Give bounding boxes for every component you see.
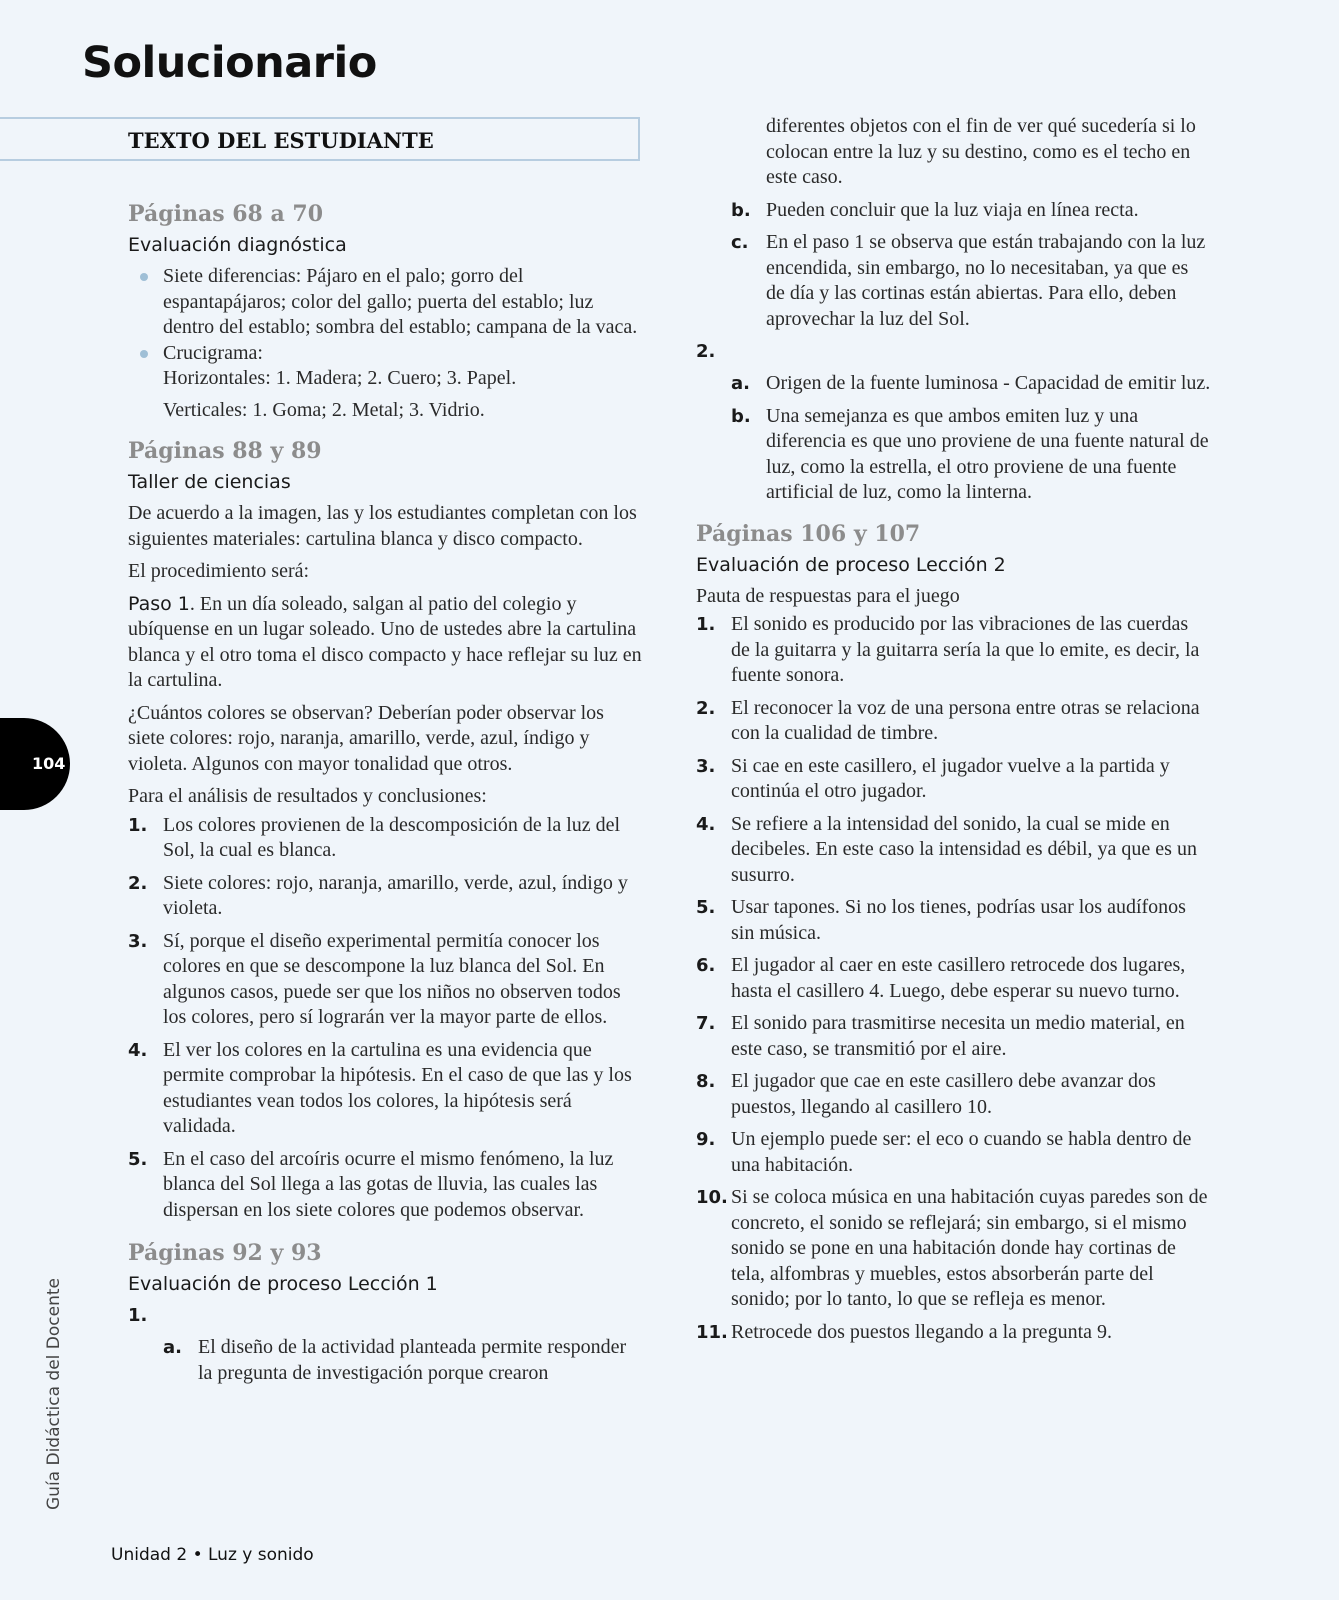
- paragraph: El procedimiento será:: [128, 560, 310, 582]
- list-item: [128, 1303, 643, 1328]
- list-letter: a.: [731, 373, 750, 394]
- list-letter: b.: [731, 199, 751, 221]
- list-text: Si se coloca música en una habitación cuyas paredes son de concreto, el sonido se reflejará; sin embargo, si el mismo sonido se pone en una habitación donde hay cortinas de tela, alfombras y muebles, estos absorberán parte del sonido; por lo tanto, lo que se refleja es menor.: [731, 1186, 1208, 1310]
- list-item: [696, 1185, 1211, 1313]
- list-letter: b.: [731, 405, 751, 427]
- list-item: [696, 1011, 1211, 1062]
- page-number: 104: [32, 754, 66, 773]
- list-subitem: [696, 230, 1211, 332]
- list-text: Un ejemplo puede ser: el eco o cuando se habla dentro de una habitación.: [731, 1128, 1192, 1176]
- list-text: Se refiere a la intensidad del sonido, la cual se mide en decibeles. En este caso la intensidad es débil, ya que es un susurro.: [731, 812, 1197, 886]
- list-text: Los colores provienen de la descomposición de la luz del Sol, la cual es blanca.: [163, 813, 621, 861]
- section-subheading: Evaluación diagnóstica: [128, 234, 347, 256]
- list-text: En el paso 1 se observa que están trabajando con la luz encendida, sin embargo, no lo necesitaban, ya que es de día y las cortinas están abiertas. Para ello, deben aprovechar la luz del Sol.: [766, 231, 1206, 330]
- list-text: Retrocede dos puestos llegando a la pregunta 9.: [731, 1320, 1112, 1343]
- list-item: [128, 1038, 643, 1140]
- list-subitem-continued: [696, 114, 1211, 191]
- list-text: El jugador al caer en este casillero retrocede dos lugares, hasta el casillero 4. Luego, debe esperar su nuevo turno.: [731, 954, 1186, 1002]
- bullet-item: Siete diferencias: Pájaro en el palo; gorro del espantapájaros; color del gallo; puerta del establo; luz dentro del establo; sombra del establo; campana de la vaca.: [128, 264, 643, 341]
- list-number: 8.: [696, 1071, 716, 1092]
- list-text: Pueden concluir que la luz viaja en línea recta.: [766, 198, 1139, 221]
- right-column: [696, 114, 1211, 1352]
- list-number: 6.: [696, 955, 716, 976]
- page-footer: Unidad 2 • Luz y sonido: [111, 1545, 314, 1565]
- list-number: 11.: [696, 1321, 728, 1343]
- crossword-line: Horizontales: 1. Madera; 2. Cuero; 3. Papel.: [163, 367, 517, 389]
- list-number: 2.: [128, 872, 148, 894]
- list-text: El reconocer la voz de una persona entre otras se relaciona con la cualidad de timbre.: [731, 696, 1200, 744]
- section-pages-heading: Páginas 88 y 89: [128, 438, 322, 464]
- step-label: Paso 1: [128, 592, 190, 615]
- list-item: [696, 612, 1211, 689]
- list-item: [128, 813, 643, 864]
- list-subitem: [696, 371, 1211, 397]
- page-number-tab: [0, 718, 70, 810]
- list-subitem: [128, 1335, 643, 1386]
- section-subheading: Evaluación de proceso Lección 2: [696, 553, 1006, 576]
- list-item: [696, 754, 1211, 805]
- list-number: 3.: [696, 755, 716, 777]
- list-number: 2.: [696, 341, 716, 362]
- list-item: [696, 812, 1211, 889]
- left-column: [128, 190, 643, 1393]
- list-text: Sí, porque el diseño experimental permitía conocer los colores en que se descompone la luz blanca del Sol. En algunos casos, puede ser que los niños no observen todos los colores, pero sí lograrán ver la mayor parte de ellos.: [163, 929, 621, 1028]
- paragraph: Pauta de respuestas para el juego: [696, 584, 960, 607]
- list-text: El sonido para trasmitirse necesita un medio material, en este caso, se transmitió por el aire.: [731, 1012, 1185, 1060]
- paragraph: ¿Cuántos colores se observan? Deberían poder observar los siete colores: rojo, naranja, amarillo, verde, azul, índigo y violeta. Algunos con mayor tonalidad que otros.: [128, 701, 604, 775]
- section-subheading: Taller de ciencias: [128, 471, 291, 493]
- list-text: El ver los colores en la cartulina es una evidencia que permite comprobar la hipótesis. En el caso de que las y los estudiantes vean todos los colores, la hipótesis será validada.: [163, 1038, 632, 1137]
- paragraph: [128, 592, 643, 694]
- side-label: Guía Didáctica del Docente: [44, 1278, 64, 1510]
- list-text: El diseño de la actividad planteada permite responder la pregunta de investigación porque crearon: [198, 1336, 627, 1384]
- paragraph: De acuerdo a la imagen, las y los estudiantes completan con los siguientes materiales: cartulina blanca y disco compacto.: [128, 502, 637, 550]
- list-number: 4.: [128, 1039, 148, 1061]
- list-text: En el caso del arcoíris ocurre el mismo fenómeno, la luz blanca del Sol llega a las gotas de lluvia, las cuales las dispersan en los siete colores que podemos observar.: [163, 1147, 614, 1221]
- list-letter: a.: [163, 1337, 182, 1358]
- list-item: [696, 953, 1211, 1004]
- list-item: [696, 895, 1211, 946]
- list-item: [696, 1069, 1211, 1120]
- step-text: . En un día soleado, salgan al patio del colegio y ubíquense en un lugar soleado. Uno de ustedes abre la cartulina blanca y el otro toma el disco compacto y hace reflejar su luz en la cartulina.: [128, 592, 642, 691]
- list-subitem: [696, 198, 1211, 224]
- list-number: 7.: [696, 1013, 716, 1034]
- crossword-line: Verticales: 1. Goma; 2. Metal; 3. Vidrio.: [163, 398, 485, 421]
- section-pages-heading: Páginas 68 a 70: [128, 201, 324, 227]
- section-header-label: TEXTO DEL ESTUDIANTE: [128, 128, 434, 153]
- list-item: [696, 1127, 1211, 1178]
- section-subheading: Evaluación de proceso Lección 1: [128, 1273, 438, 1295]
- list-item: [128, 929, 643, 1031]
- list-number: 5.: [696, 897, 716, 918]
- list-item: [128, 871, 643, 922]
- list-subitem: [696, 404, 1211, 506]
- list-text: Usar tapones. Si no los tienes, podrías usar los audífonos sin música.: [731, 896, 1186, 944]
- list-item: [696, 339, 1211, 364]
- list-number: 5.: [128, 1148, 148, 1170]
- list-text: Si cae en este casillero, el jugador vuelve a la partida y continúa el otro jugador.: [731, 754, 1170, 802]
- list-item: [696, 696, 1211, 747]
- bullet-item: Crucigrama:: [128, 341, 643, 367]
- section-pages-heading: Páginas 92 y 93: [128, 1240, 322, 1266]
- list-text: diferentes objetos con el fin de ver qué sucedería si lo colocan entre la luz y su destino, como es el techo en este caso.: [766, 115, 1196, 188]
- list-text: Una semejanza es que ambos emiten luz y una diferencia es que uno proviene de una fuente natural de luz, como la estrella, el otro proviene de una fuente artificial de luz, como la linterna.: [766, 404, 1209, 503]
- section-pages-heading: Páginas 106 y 107: [696, 520, 921, 547]
- list-letter: c.: [731, 232, 749, 253]
- list-text: El jugador que cae en este casillero debe avanzar dos puestos, llegando al casillero 10.: [731, 1070, 1156, 1118]
- list-number: 3.: [128, 930, 148, 952]
- list-number: 1.: [696, 614, 716, 635]
- page-title: Solucionario: [82, 38, 377, 88]
- paragraph: Para el análisis de resultados y conclusiones:: [128, 785, 487, 807]
- list-text: El sonido es producido por las vibraciones de las cuerdas de la guitarra y la guitarra sería la que lo emite, es decir, la fuente sonora.: [731, 613, 1200, 686]
- list-number: 1.: [128, 814, 148, 836]
- section-header: [0, 117, 640, 161]
- list-number: 10.: [696, 1187, 728, 1208]
- list-text: Siete colores: rojo, naranja, amarillo, verde, azul, índigo y violeta.: [163, 871, 628, 919]
- list-number: 4.: [696, 813, 716, 835]
- list-number: 2.: [696, 697, 716, 719]
- list-number: 9.: [696, 1129, 716, 1150]
- list-item: [696, 1320, 1211, 1346]
- list-text: Origen de la fuente luminosa - Capacidad de emitir luz.: [766, 372, 1211, 394]
- list-number: 1.: [128, 1305, 148, 1326]
- list-item: [128, 1147, 643, 1224]
